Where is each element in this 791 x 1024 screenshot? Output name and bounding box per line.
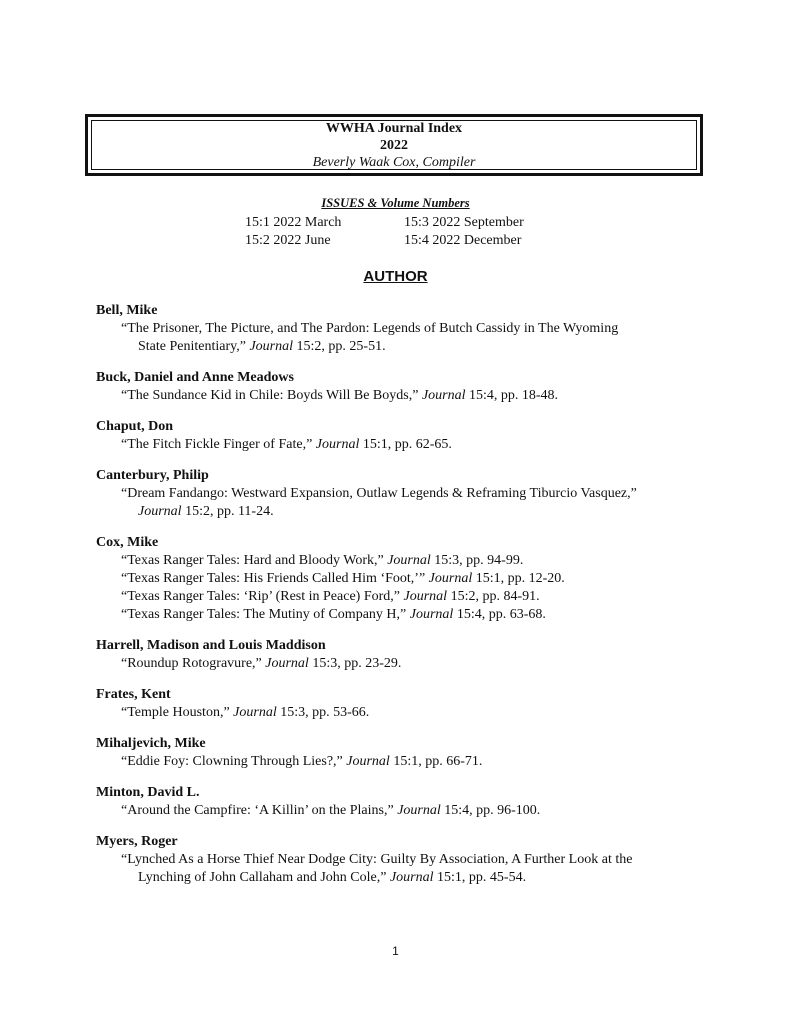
volume-pages: 15:3, pp. 94-99. [434,553,524,568]
title-box [85,114,703,176]
article-title: “Texas Ranger Tales: ‘Rip’ (Rest in Peace) Ford,” [121,589,400,604]
article-title: “Temple Houston,” [121,705,230,720]
article-title-cont: Lynching of John Callaham and John Cole,” [138,870,387,885]
title-box-inner [91,120,697,170]
article-citation [96,753,716,771]
author-name: Myers, Roger [96,834,178,849]
author-name: Minton, David L. [96,785,200,800]
issues-heading: ISSUES & Volume Numbers [321,196,470,210]
journal-name: Journal [346,754,390,769]
issue-item: 15:1 2022 March [245,215,342,230]
author-entry [96,735,716,771]
author-entries [96,302,716,900]
article-citation [96,320,716,356]
article-citation [96,655,716,673]
page-number: 1 [392,944,399,958]
volume-pages: 15:3, pp. 53-66. [280,705,370,720]
article-title: “Eddie Foy: Clowning Through Lies?,” [121,754,343,769]
author-entry [96,686,716,722]
article-citation [96,704,716,722]
volume-pages: 15:4, pp. 18-48. [469,388,559,403]
volume-pages: 15:3, pp. 23-29. [312,656,402,671]
article-title: “Around the Campfire: ‘A Killin’ on the Plains,” [121,803,394,818]
article-citation [96,387,716,405]
article-citation [96,552,716,570]
article-title: “The Sundance Kid in Chile: Boyds Will Be Boyds,” [121,388,419,403]
journal-name: Journal [138,504,182,519]
article-title-cont: State Penitentiary,” [138,339,246,354]
compiler-line: Beverly Waak Cox, Compiler [312,154,476,170]
article-title: “Roundup Rotogravure,” [121,656,262,671]
author-name: Canterbury, Philip [96,468,209,483]
journal-name: Journal [397,803,441,818]
author-entry [96,637,716,673]
author-entry [96,369,716,405]
author-entry [96,784,716,820]
volume-pages: 15:4, pp. 63-68. [456,607,546,622]
journal-name: Journal [428,571,473,586]
volume-pages: 15:1, pp. 45-54. [437,870,527,885]
author-name: Mihaljevich, Mike [96,736,206,751]
issue-item: 15:4 2022 December [404,233,522,248]
journal-name: Journal [249,339,294,354]
volume-pages: 15:2, pp. 84-91. [450,589,540,604]
article-title: “Texas Ranger Tales: His Friends Called Him ‘Foot,’” [121,571,426,586]
author-entry [96,418,716,454]
article-title: “The Prisoner, The Picture, and The Pardon: Legends of Butch Cassidy in The Wyoming [121,321,619,336]
article-citation [96,436,716,454]
journal-name: Journal [409,607,454,622]
index-title: WWHA Journal Index [325,120,463,136]
issue-item: 15:2 2022 June [245,233,331,248]
volume-pages: 15:1, pp. 62-65. [362,437,452,452]
article-title: “Texas Ranger Tales: The Mutiny of Company H,” [121,607,407,622]
author-name: Buck, Daniel and Anne Meadows [96,370,294,385]
author-entry [96,302,716,356]
volume-pages: 15:1, pp. 66-71. [393,754,483,769]
author-name: Harrell, Madison and Louis Maddison [96,638,326,653]
journal-name: Journal [403,589,448,604]
issue-item: 15:3 2022 September [404,215,524,230]
journal-name: Journal [421,388,466,403]
volume-pages: 15:1, pp. 12-20. [475,571,565,586]
volume-pages: 15:2, pp. 11-24. [185,504,274,519]
journal-name: Journal [387,553,431,568]
article-citation [96,802,716,820]
article-title: “Lynched As a Horse Thief Near Dodge City: Guilty By Association, A Further Look at the [121,852,633,867]
index-year: 2022 [380,137,408,153]
article-citation [96,851,716,887]
author-entry [96,833,716,887]
article-title: “Dream Fandango: Westward Expansion, Outlaw Legends & Reframing Tiburcio Vasquez,” [121,486,637,501]
author-entry [96,534,716,624]
article-title: “The Fitch Fickle Finger of Fate,” [121,437,313,452]
volume-pages: 15:4, pp. 96-100. [444,803,541,818]
article-citation [96,606,716,624]
section-heading: AUTHOR [363,268,428,285]
author-name: Cox, Mike [96,535,159,550]
article-citation [96,485,716,521]
journal-name: Journal [265,656,309,671]
author-name: Bell, Mike [96,303,158,318]
journal-name: Journal [315,437,360,452]
author-entry [96,467,716,521]
article-title: “Texas Ranger Tales: Hard and Bloody Work,” [121,553,384,568]
volume-pages: 15:2, pp. 25-51. [296,339,386,354]
article-citation [96,570,716,588]
article-citation [96,588,716,606]
journal-name: Journal [389,870,434,885]
author-name: Frates, Kent [96,687,171,702]
author-name: Chaput, Don [96,419,174,434]
journal-name: Journal [233,705,277,720]
